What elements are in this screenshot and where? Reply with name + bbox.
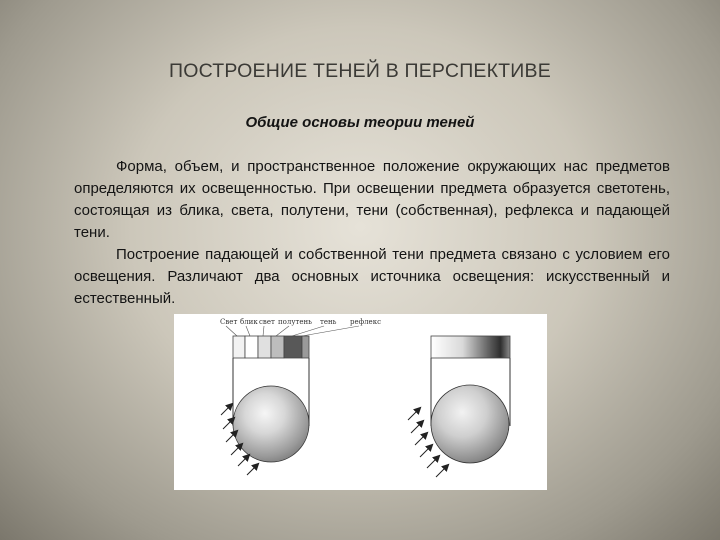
label-poluten: полутень [278,318,312,326]
label-blik: блик [240,318,258,326]
paragraph-1: Форма, объем, и пространственное положение окружающих нас предметов определяются их освещенностью. При освещении предмета образуется светотень, состоящая из блика, света, полутени, тени (собственная), рефлекса и падающей тени. [74,158,670,241]
label-ten: тень [320,318,337,326]
right-diagram [408,336,510,477]
paragraph-2: Построение падающей и собственной тени предмета связано с условием его освещения. Различают два основных источника освещения: искусственный и естественный. [74,246,670,307]
shading-diagram [174,314,547,490]
slide-subtitle: Общие основы теории теней [245,114,475,131]
left-diagram [220,318,381,475]
gradient-scale [431,336,510,358]
tonal-scale [233,336,309,358]
right-sphere [431,385,509,463]
body-text [74,156,670,310]
slide-title: ПОСТРОЕНИЕ ТЕНЕЙ В ПЕРСПЕКТИВЕ [169,60,551,82]
shading-figure [174,314,547,490]
label-svet2: свет [259,318,275,326]
leader-lines [226,326,359,336]
left-sphere [233,386,309,462]
label-refleks: рефлекс [350,318,381,326]
label-svet: Свет [220,318,238,326]
